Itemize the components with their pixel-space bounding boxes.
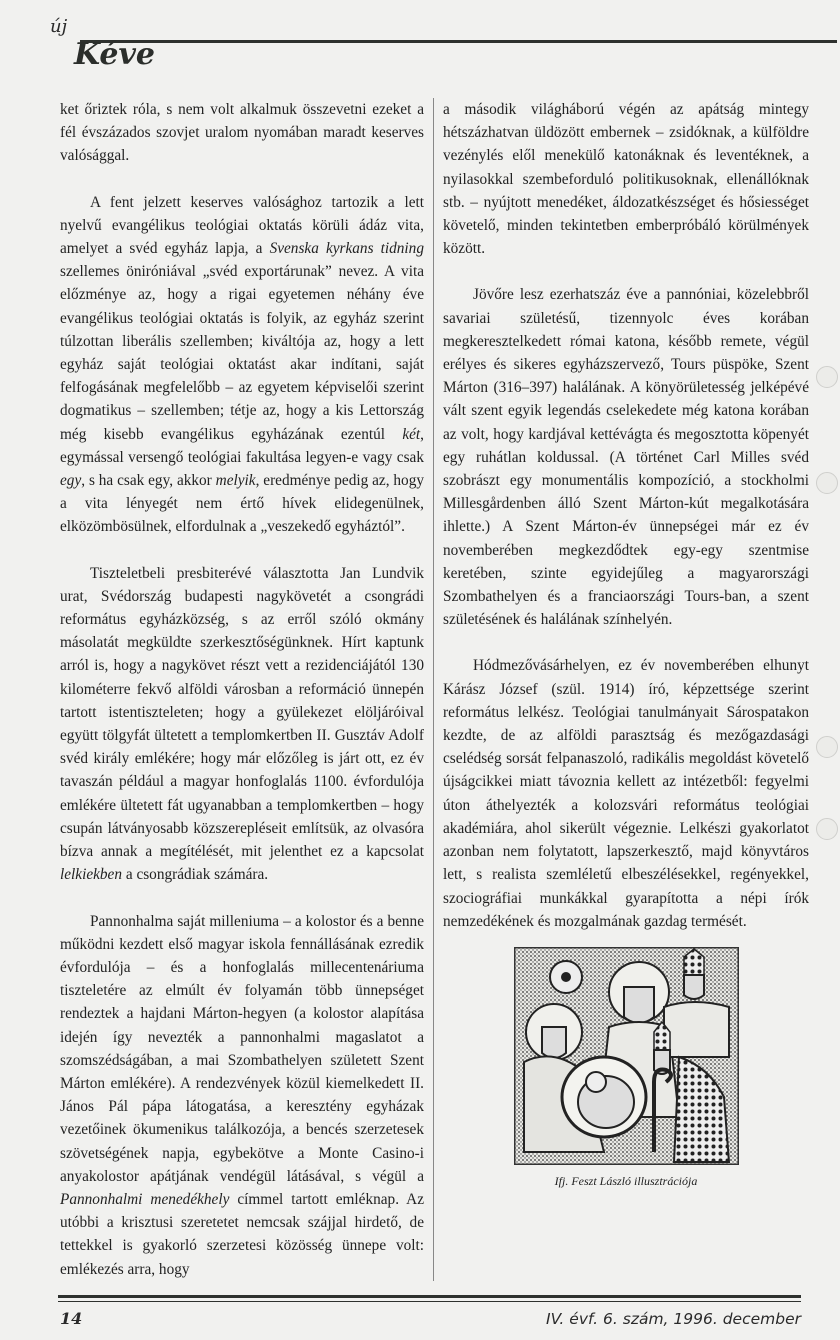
king-body bbox=[664, 1002, 729, 1057]
issue-info: IV. évf. 6. szám, 1996. december bbox=[546, 1310, 801, 1329]
paragraph: Hódmezővásárhelyen, ez év novemberében elhunyt Kárász József (szül. 1914) író, képzettsége szerint református lelkész. Teológiai tanulmányait Sárospatakon kezdte, de az alföldi parasztság és mezőgazdasági cselédség sorsát felpanaszoló, radikális megoldást követelő újságcikkei miatt távoznia kellett az intézetből: fegyelmi úton áthelyezték a kolozsvári református teológiai akadémiára, ahol sikerült végeznie. Lelkészi gyakorlatot azonban nem folytatott, lapszerkesztő, majd könyvtáros lett, s realista szemléletű elbeszélésekkel, regényekkel, szociográfiai munkákkal gyarapította a népi írók nemzedékének és mozgalmának gazdag termését. bbox=[443, 657, 809, 930]
child-head bbox=[586, 1072, 606, 1092]
paragraph: ket őriztek róla, s nem volt alkalmuk összevetni ezeket a fél évszázados szovjet uralom nyomában maradt keserves valósággal. bbox=[60, 101, 424, 165]
paragraph: A fent jelzett keserves valósághoz tartozik a lett nyelvű evangélikus teológiai oktatás körüli ádáz vita, amelyet a svéd egyház lapja, a Svenska kyrkans tidning szellemes öniróniával „svéd exportárunak” nevez. A vita előzménye az, hogy a rigai egyetemen néhány éve evangélikus teológiai oktatás is folyik, az egyház szerint túlzottan liberális szellemben; kiváltója az, hogy a lett egyház saját teológiai oktatást akar indítani, saját felfogásának megfelelőbb – az egyetem képviselői szerint dogmatikus – szellemben; tétje az, hogy a kis Lettország még kisebb evangélikus egyházának ezentúl két, egymással versengő teológiai fakultása legyen-e vagy csak egy, s ha csak egy, akkor melyik, eredménye pedig az, hogy a vita lényegét nem értő hívek elidegenülnek, elközömbösülnek, elfordulnak a „veszekedő egyháztól”. bbox=[60, 193, 424, 536]
masthead bbox=[40, 0, 800, 82]
illustration-caption: Ifj. Feszt László illusztrációja bbox=[554, 1173, 698, 1188]
punch-hole bbox=[816, 818, 838, 840]
punch-hole bbox=[816, 472, 838, 494]
header-rule bbox=[80, 40, 837, 43]
nativity-illustration bbox=[514, 947, 739, 1165]
footer-line bbox=[58, 1308, 801, 1330]
page-number: 14 bbox=[60, 1309, 83, 1329]
star-center bbox=[561, 972, 571, 982]
footer-rule bbox=[58, 1295, 801, 1298]
paragraph: Pannonhalma saját milleniuma – a kolostor és a benne működni kezdett első magyar iskola fennállásának ezredik évfordulója – és a honfoglalás millecentenáriuma tiszteletére az elmúlt év folyamán több ünnepséget rendeztek a hajdani Márton-hegyen (a kolostor alapítása idején így nevezték a pannonhalmi magaslatot a szomszédságában, a mai Szombathelyen született Szent Márton emlékére). A rendezvények közül kiemelkedett II. János Pál pápa látogatása, a keresztény egyházak vezetőinek ökumenikus találkozója, a bencés szerzetesek szövetségének napja, egybekötve a Monte Casino-i anyakolostor apátjának vendégül látásával, s végül a Pannonhalmi menedékhely címmel tartott emléknap. Az utóbbi a krisztusi szeretetet nemcsak szájjal hirdető, de tettekkel is gyakorló szerzetesi közösség ünnepe volt: emlékezés arra, hogy bbox=[60, 912, 424, 1278]
page-footer bbox=[58, 1295, 801, 1340]
joseph-face bbox=[624, 987, 654, 1023]
king-face bbox=[684, 975, 704, 999]
mary-face bbox=[542, 1027, 566, 1058]
punch-hole bbox=[816, 736, 838, 758]
illustration-block bbox=[443, 947, 809, 1189]
paragraph: Tiszteletbeli presbiterévé választotta Jan Lundvik urat, Svédország budapesti nagykövetét a csongrádi református egyházközség, s az erről szóló okmány másolatát megküldte szerkesztőségünknek. Hírt kaptunk arról is, hogy a nagykövet részt vett a rezidenciájától 130 kilométerre fekvő alföldi városban a reformáció ünnepén tartott istentiszteleten; hogy a gyülekezet elöljáróival együtt tölgyfát ültetett a templomkertben II. Gusztáv Adolf svéd király emlékére; hogy már előzőleg is járt ott, ez év tavaszán például a magyar honfoglalás 1100. évfordulója emlékére ültetett fát ugyanabban a templomkertben – hogy csupán látványosabb közszerepléseit említsük, az olvasóra bízva annak a megítélését, mit jelenthet ez a kapcsolat lelkiekben a csongrádiak számára. bbox=[60, 564, 424, 884]
logo-title: Kéve bbox=[74, 37, 156, 72]
left-column bbox=[60, 98, 434, 1281]
article-columns bbox=[60, 98, 809, 1281]
footer-rule bbox=[58, 1301, 801, 1303]
paragraph: a második világháború végén az apátság mintegy hétszázhatvan üldözött embernek – zsidóknak, a külföldre vezénylés elől menekülő katonáknak és leventéknek, a nyilasokkal szembeforduló politikusoknak, ellenállóknak stb. – nyújtott menedéket, áldozatkészséget és hősiességet követelő, minden tekintetben emberpróbáló körülmények között. bbox=[443, 101, 809, 258]
logo-prefix: új bbox=[50, 16, 68, 37]
right-column bbox=[434, 98, 809, 1281]
punch-hole bbox=[816, 366, 838, 388]
paragraph: Jövőre lesz ezerhatszáz éve a pannóniai, közelebbről savariai születésű, tizennyolc éves korában megkeresztelkedett római katona, később remete, végül erélyes és sikeres egyházszervező, Tours püspöke, Szent Márton (316–397) halálának. A könyörületesség jelképévé vált szent egyik legendás cselekedete még katona korában az volt, hogy kardjával kettévágta és megosztotta köpenyét egy ruhátlan koldussal. (A történet Carl Milles svéd szobrászt egy monumentális kompozíció, a stockholmi Millesgårdenben álló Szent Márton-kút megalkotására ihlette.) A Szent Márton-év ünnepségei már ez év novemberében megkezdődtek egy-egy szentmise keretében, szinte egyidejűleg a magyarországi Szombathelyen és a franciaországi Tours-ban, a szent születésének és halálának színhelyén. bbox=[443, 286, 809, 629]
